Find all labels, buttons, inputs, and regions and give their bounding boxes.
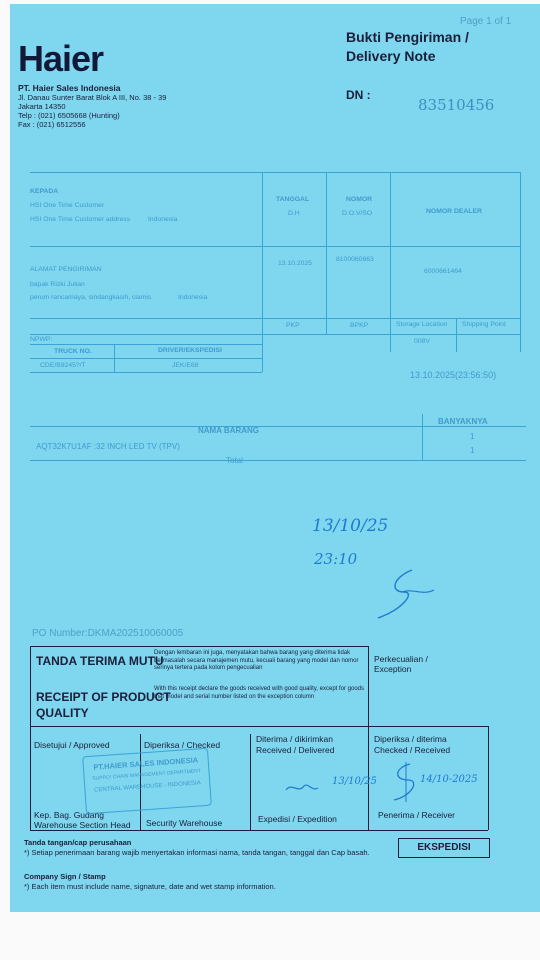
alamat-line: perum rancamaya, sindangkasih, ciamis <box>30 294 152 301</box>
po-number: PO Number:DKMA202510060005 <box>32 628 184 639</box>
pkp-label: PKP <box>286 322 300 329</box>
checked-received-label: Checked / Received <box>374 745 451 755</box>
receipt-title-en: QUALITY <box>36 706 89 720</box>
storage-label: Storage Location <box>396 321 448 328</box>
kepada-country: Indonesia <box>148 216 178 223</box>
receipt-text-id: Dengan lembaran ini juga, menyatakan bahwa barang yang diterima tidak bermasalah secara manajemen mutu, kecuali barang yang model dan nomor serinya tertera pada kolom pengecualian <box>154 650 359 671</box>
address-line: Jakarta 14350 <box>18 102 66 111</box>
table-rule <box>326 172 327 334</box>
stamp-title: Tanda tangan/cap perusahaan <box>24 838 132 847</box>
checked-label: Diperiksa / Checked <box>144 740 221 750</box>
address-line: Fax : (021) 6512556 <box>18 120 86 129</box>
warehouse-stamp <box>82 748 212 815</box>
doc-subtitle: Delivery Note <box>346 48 436 64</box>
kepada-line: HSI One Time Customer address <box>30 216 131 223</box>
dn-number: 83510456 <box>418 96 495 114</box>
delivered-label: Received / Delivered <box>256 745 335 755</box>
section-rule <box>250 734 251 830</box>
dh-label: D.H <box>288 210 300 217</box>
dealer-value: 6000661464 <box>424 268 462 275</box>
receiver-label: Penerima / Receiver <box>378 810 456 820</box>
address-line: Telp : (021) 6505668 (Hunting) <box>18 111 120 120</box>
dealer-label: NOMOR DEALER <box>426 208 482 215</box>
alamat-label: ALAMAT PENGIRIMAN <box>30 266 102 273</box>
table-rule <box>30 358 262 359</box>
delivered-label: Diterima / dikirimkan <box>256 734 333 744</box>
tanggal-label: TANGGAL <box>276 196 310 203</box>
driver-value: JEK/E68 <box>172 362 199 369</box>
security-label: Security Warehouse <box>146 818 223 828</box>
doc-title: Bukti Pengiriman / <box>346 29 469 45</box>
handwritten-expedition-date: 13/10/25 <box>332 776 377 787</box>
table-rule <box>30 246 520 247</box>
table-rule <box>30 372 262 373</box>
page-indicator: Page 1 of 1 <box>460 16 512 27</box>
checked-received-label: Diperiksa / diterima <box>374 734 447 744</box>
table-rule <box>30 318 520 319</box>
tanggal-value: 13.10.2025 <box>278 260 313 267</box>
table-rule <box>114 344 115 372</box>
handwritten-date: 13/10/25 <box>312 516 389 536</box>
table-rule <box>30 460 526 461</box>
expedition-signature <box>282 778 322 798</box>
section-rule <box>30 726 488 727</box>
truck-value: CDE/B9245?/T <box>40 362 86 369</box>
section-rule <box>368 646 369 736</box>
handwritten-time: 23:10 <box>314 550 358 568</box>
qty-header: BANYAKNYA <box>438 417 488 426</box>
approved-label: Disetujui / Approved <box>34 740 110 750</box>
table-rule <box>262 172 263 372</box>
company-sign-title: Company Sign / Stamp <box>24 872 106 881</box>
total-qty: 1 <box>470 446 475 455</box>
truck-label: TRUCK NO. <box>54 348 92 355</box>
handwritten-signature <box>372 566 442 620</box>
exception-label: Exception <box>374 664 412 674</box>
storage-value: 008V <box>414 338 430 345</box>
receipt-title-en: RECEIPT OF PRODUCT <box>36 690 171 704</box>
nomor-value: 8100060663 <box>336 256 374 263</box>
table-rule <box>30 426 526 427</box>
table-rule <box>30 172 520 173</box>
stamp-line: CENTRAL WAREHOUSE - INDONESIA <box>93 780 201 794</box>
table-rule <box>520 172 521 352</box>
alamat-country: Indonesia <box>178 294 208 301</box>
table-rule <box>390 172 391 352</box>
section-rule <box>30 830 488 831</box>
stamp-line: PT.HAIER SALES INDONESIA <box>93 755 199 772</box>
nama-header: NAMA BARANG <box>198 426 260 435</box>
table-rule <box>30 334 520 335</box>
print-timestamp: 13.10.2025(23:56:50) <box>410 370 497 380</box>
driver-label: DRIVER/EKSPEDISI <box>158 347 222 354</box>
kep-bag-label: Kep. Bag. Gudang <box>34 810 104 820</box>
shipping-label: Shipping Point <box>462 321 506 328</box>
table-rule <box>456 318 457 352</box>
handwritten-receiver-date: 14/10-2025 <box>420 774 478 785</box>
ekspedisi-copy-label: EKSPEDISI <box>398 838 490 858</box>
bpkp-label: BPKP <box>350 322 369 329</box>
stamp-line: SUPPLY CHAIN MANAGEMENT DEPARTMENT <box>92 768 202 782</box>
nomor-label: NOMOR <box>346 196 373 203</box>
section-rule <box>30 646 31 736</box>
receipt-text-en: With this receipt declare the goods received with good quality, except for goods that model and serial number listed on the exception column <box>154 686 365 700</box>
kepada-line: HSI One Time Customer <box>30 202 105 209</box>
npwp-label: NPWP: <box>30 336 53 343</box>
alamat-line: bapak Rizki Julian <box>30 281 85 288</box>
receiver-signature <box>386 760 430 804</box>
section-rule <box>30 734 31 830</box>
table-rule <box>422 414 423 460</box>
receipt-title-id: TANDA TERIMA MUTU <box>36 654 164 668</box>
table-rule <box>30 344 262 345</box>
haier-logo: Haier <box>18 38 104 79</box>
item-qty: 1 <box>470 432 475 441</box>
company-name: PT. Haier Sales Indonesia <box>18 83 121 93</box>
kepada-label: KEPADA <box>30 188 59 195</box>
kep-bag-label: Warehouse Section Head <box>34 820 131 830</box>
expedition-label: Expedisi / Expedition <box>258 814 337 824</box>
total-label: Total <box>226 456 243 465</box>
stamp-note: *) Setiap penerimaan barang wajib menyertakan informasi nama, tanda tangan, tanggal dan Cap basah. <box>24 848 370 857</box>
exception-label: Perkecualian / <box>374 654 428 664</box>
item-name: AQT32K7U1AF :32 INCH LED TV (TPV) <box>36 442 180 451</box>
dn-label: DN : <box>346 88 371 102</box>
section-rule <box>488 726 489 830</box>
address-line: Jl. Danau Sunter Barat Blok A III, No. 38 - 39 <box>18 93 167 102</box>
dovso-label: D.O.V/SO <box>342 210 373 217</box>
section-rule <box>30 646 368 647</box>
company-sign-note: *) Each item must include name, signature, date and wet stamp information. <box>24 882 276 891</box>
